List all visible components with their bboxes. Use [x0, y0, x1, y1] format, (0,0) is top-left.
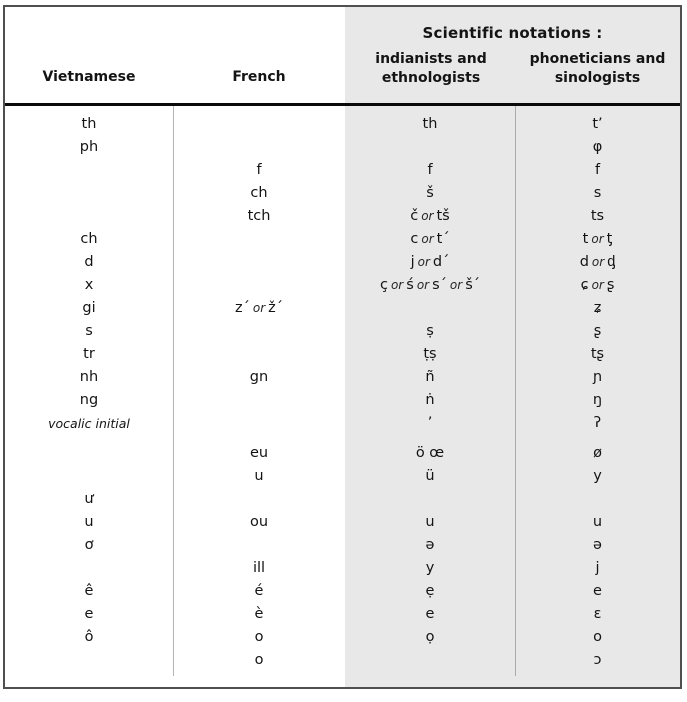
cell-vietnamese: e	[84, 606, 94, 622]
table-row	[5, 649, 680, 672]
table-row	[5, 320, 680, 343]
or-separator: or	[591, 278, 604, 292]
or-separator: or	[591, 232, 604, 246]
table-row	[5, 465, 680, 488]
cell-indianists: e	[425, 606, 435, 622]
cell-indianists: c or t´	[410, 231, 450, 247]
or-separator: or	[449, 278, 463, 292]
table-row	[5, 297, 680, 320]
cell-indianists: th	[422, 116, 438, 132]
or-separator: or	[421, 209, 434, 223]
cell-french: tch	[247, 208, 271, 224]
column-header-indianists: indianists and ethnologists	[375, 51, 487, 86]
cell-phoneticians: ɲ	[592, 369, 603, 385]
cell-phoneticians: ɕ or ʂ	[580, 277, 615, 293]
table-row	[5, 511, 680, 534]
table-body	[5, 106, 680, 687]
cell-vietnamese: ư	[84, 491, 94, 507]
cell-phoneticians: s	[593, 185, 602, 201]
cell-phoneticians: ɔ	[593, 652, 602, 668]
or-separator: or	[416, 278, 430, 292]
cell-indianists: ü	[425, 468, 435, 484]
cell-vietnamese: nh	[79, 369, 99, 385]
cell-phoneticians: t’	[592, 116, 603, 132]
table-row	[5, 136, 680, 159]
cell-phoneticians: ʑ	[593, 300, 602, 316]
cell-phoneticians: j	[595, 560, 600, 576]
cell-french: eu	[249, 445, 269, 461]
cell-indianists: ñ	[425, 369, 435, 385]
cell-vietnamese: d	[84, 254, 94, 270]
table-row	[5, 113, 680, 136]
table-row	[5, 159, 680, 182]
column-header-phoneticians: phoneticians and sinologists	[529, 51, 666, 86]
cell-phoneticians: ts	[590, 208, 605, 224]
phonetic-notation-table	[3, 5, 682, 689]
table-row	[5, 557, 680, 580]
cell-phoneticians: o	[593, 629, 602, 645]
table-row	[5, 251, 680, 274]
cell-phoneticians: ŋ	[592, 392, 603, 408]
cell-phoneticians: ʔ	[593, 415, 602, 431]
cell-vietnamese: vocalic initial	[48, 416, 130, 431]
cell-indianists: j or d´	[410, 254, 450, 270]
table-row	[5, 228, 680, 251]
cell-indianists: č or tš	[410, 208, 450, 224]
cell-vietnamese: ph	[79, 139, 99, 155]
table-row	[5, 205, 680, 228]
divider-vietnamese-french	[173, 106, 174, 676]
table-row	[5, 626, 680, 649]
cell-phoneticians: u	[592, 514, 603, 530]
or-separator: or	[252, 301, 266, 315]
cell-indianists: y	[425, 560, 435, 576]
table-row	[5, 534, 680, 557]
cell-french: ill	[252, 560, 266, 576]
cell-french: ch	[250, 185, 268, 201]
cell-phoneticians: t or ƫ	[582, 231, 613, 247]
cell-indianists: ç or ś or s´ or š´	[379, 277, 480, 293]
cell-vietnamese: tr	[83, 346, 95, 362]
table-row	[5, 603, 680, 626]
cell-vietnamese: x	[84, 277, 94, 293]
cell-vietnamese: gi	[82, 300, 96, 316]
or-separator: or	[390, 278, 404, 292]
or-separator: or	[421, 232, 434, 246]
cell-phoneticians: ʂ	[593, 323, 602, 339]
column-header-french: French	[232, 69, 286, 85]
table-row	[5, 442, 680, 465]
cell-phoneticians: y	[593, 468, 602, 484]
table-row	[5, 412, 680, 435]
cell-vietnamese: ô	[84, 629, 94, 645]
cell-phoneticians: tʂ	[590, 346, 605, 362]
cell-french: f	[256, 162, 262, 178]
cell-phoneticians: ø	[593, 445, 602, 461]
cell-french: gn	[249, 369, 269, 385]
table-row	[5, 366, 680, 389]
cell-indianists: ṣ	[426, 323, 434, 339]
cell-vietnamese: ch	[80, 231, 98, 247]
cell-indianists: ö œ	[415, 445, 445, 461]
cell-phoneticians: e	[593, 583, 602, 599]
table-row	[5, 343, 680, 366]
or-separator: or	[591, 255, 605, 269]
cell-indianists: ọ	[425, 629, 435, 645]
cell-french: o	[254, 629, 264, 645]
cell-phoneticians: φ	[592, 139, 603, 155]
cell-indianists: ə	[425, 537, 435, 553]
table-row	[5, 488, 680, 511]
cell-indianists: f	[427, 162, 433, 178]
column-header-vietnamese: Vietnamese	[42, 69, 136, 85]
cell-french: ou	[249, 514, 269, 530]
cell-indianists: š	[426, 185, 434, 201]
cell-phoneticians: d or ᶁ	[579, 254, 616, 270]
table-row	[5, 389, 680, 412]
cell-phoneticians: ə	[593, 537, 602, 553]
cell-french: o	[254, 652, 264, 668]
cell-vietnamese: s	[85, 323, 93, 339]
cell-vietnamese: ơ	[84, 537, 94, 553]
cell-vietnamese: u	[84, 514, 94, 530]
cell-indianists: u	[425, 514, 435, 530]
table-row	[5, 182, 680, 205]
cell-french: é	[254, 583, 264, 599]
or-separator: or	[417, 255, 430, 269]
cell-vietnamese: ê	[84, 583, 94, 599]
cell-french: è	[254, 606, 264, 622]
table-row	[5, 580, 680, 603]
cell-vietnamese: th	[81, 116, 97, 132]
cell-indianists: ṭṣ	[423, 346, 437, 362]
cell-french: z´ or ž´	[234, 300, 284, 316]
cell-french: u	[254, 468, 264, 484]
table-row	[5, 274, 680, 297]
cell-indianists: ’	[427, 415, 433, 431]
cell-phoneticians: f	[594, 162, 601, 178]
cell-indianists: ẹ	[425, 583, 435, 599]
scientific-notations-title: Scientific notations :	[422, 24, 603, 42]
divider-indianists-phoneticians	[515, 106, 516, 676]
cell-phoneticians: ɛ	[593, 606, 602, 622]
cell-indianists: ṅ	[425, 392, 435, 408]
cell-vietnamese: ng	[79, 392, 99, 408]
